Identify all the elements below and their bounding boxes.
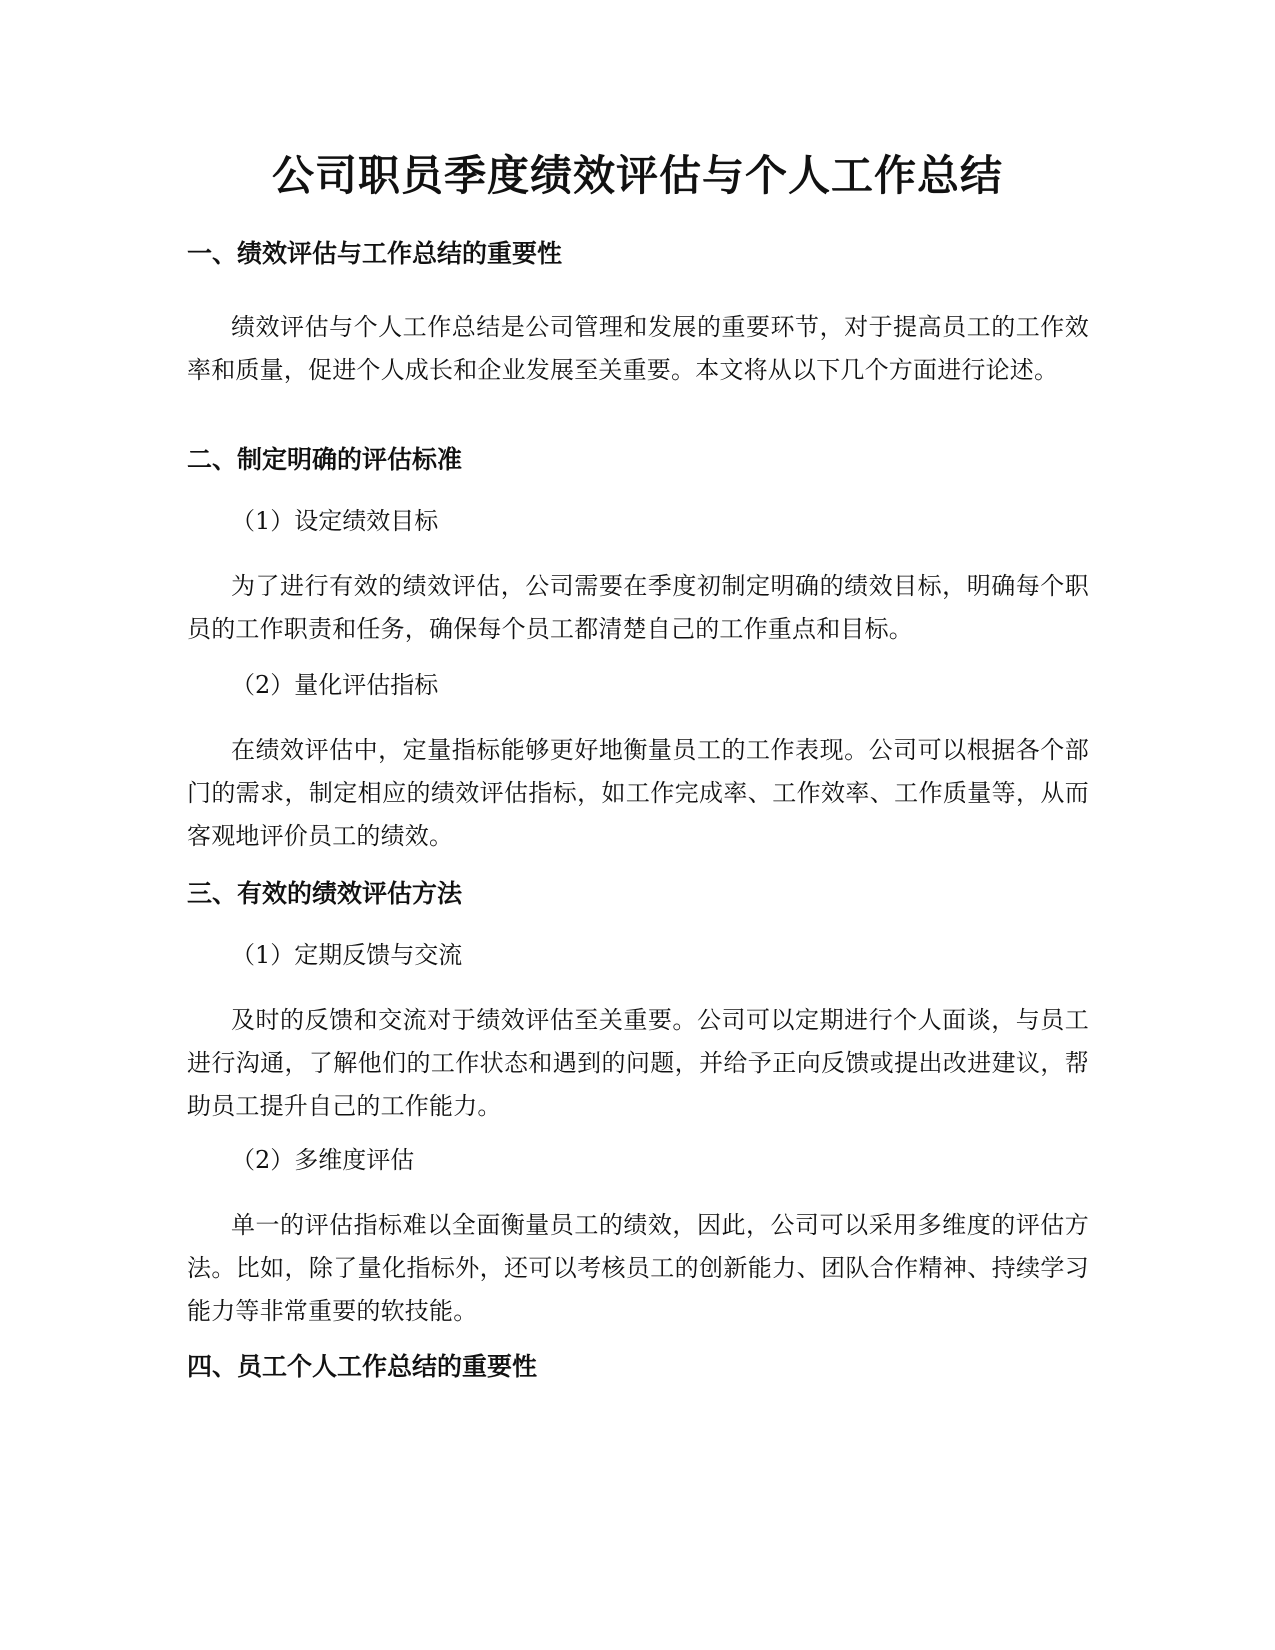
section-2-paragraph-2: 在绩效评估中，定量指标能够更好地衡量员工的工作表现。公司可以根据各个部门的需求，制定相应的绩效评估指标，如工作完成率、工作效率、工作质量等，从而客观地评价员工的绩效。 — [187, 736, 1089, 850]
section-3-subheading-2: （2）多维度评估 — [231, 1146, 415, 1174]
document-title: 公司职员季度绩效评估与个人工作总结 — [271, 151, 1003, 200]
section-2-heading: 二、制定明确的评估标准 — [187, 445, 463, 474]
section-3-heading: 三、有效的绩效评估方法 — [187, 879, 463, 908]
section-3-paragraph-2: 单一的评估指标难以全面衡量员工的绩效，因此，公司可以采用多维度的评估方法。比如，除了量化指标外，还可以考核员工的创新能力、团队合作精神、持续学习能力等非常重要的软技能。 — [187, 1211, 1089, 1325]
section-1-paragraph: 绩效评估与个人工作总结是公司管理和发展的重要环节，对于提高员工的工作效率和质量，促进个人成长和企业发展至关重要。本文将从以下几个方面进行论述。 — [187, 313, 1089, 384]
section-4-heading: 四、员工个人工作总结的重要性 — [187, 1352, 538, 1381]
section-2-paragraph-1: 为了进行有效的绩效评估，公司需要在季度初制定明确的绩效目标，明确每个职员的工作职责和任务，确保每个员工都清楚自己的工作重点和目标。 — [187, 572, 1089, 643]
section-2-subheading-2: （2）量化评估指标 — [231, 671, 439, 699]
section-1-heading: 一、绩效评估与工作总结的重要性 — [187, 239, 563, 268]
section-3-subheading-1: （1）定期反馈与交流 — [231, 941, 463, 969]
section-3-paragraph-1: 及时的反馈和交流对于绩效评估至关重要。公司可以定期进行个人面谈，与员工进行沟通，了解他们的工作状态和遇到的问题，并给予正向反馈或提出改进建议，帮助员工提升自己的工作能力。 — [187, 1006, 1089, 1120]
section-2-subheading-1: （1）设定绩效目标 — [231, 507, 439, 535]
